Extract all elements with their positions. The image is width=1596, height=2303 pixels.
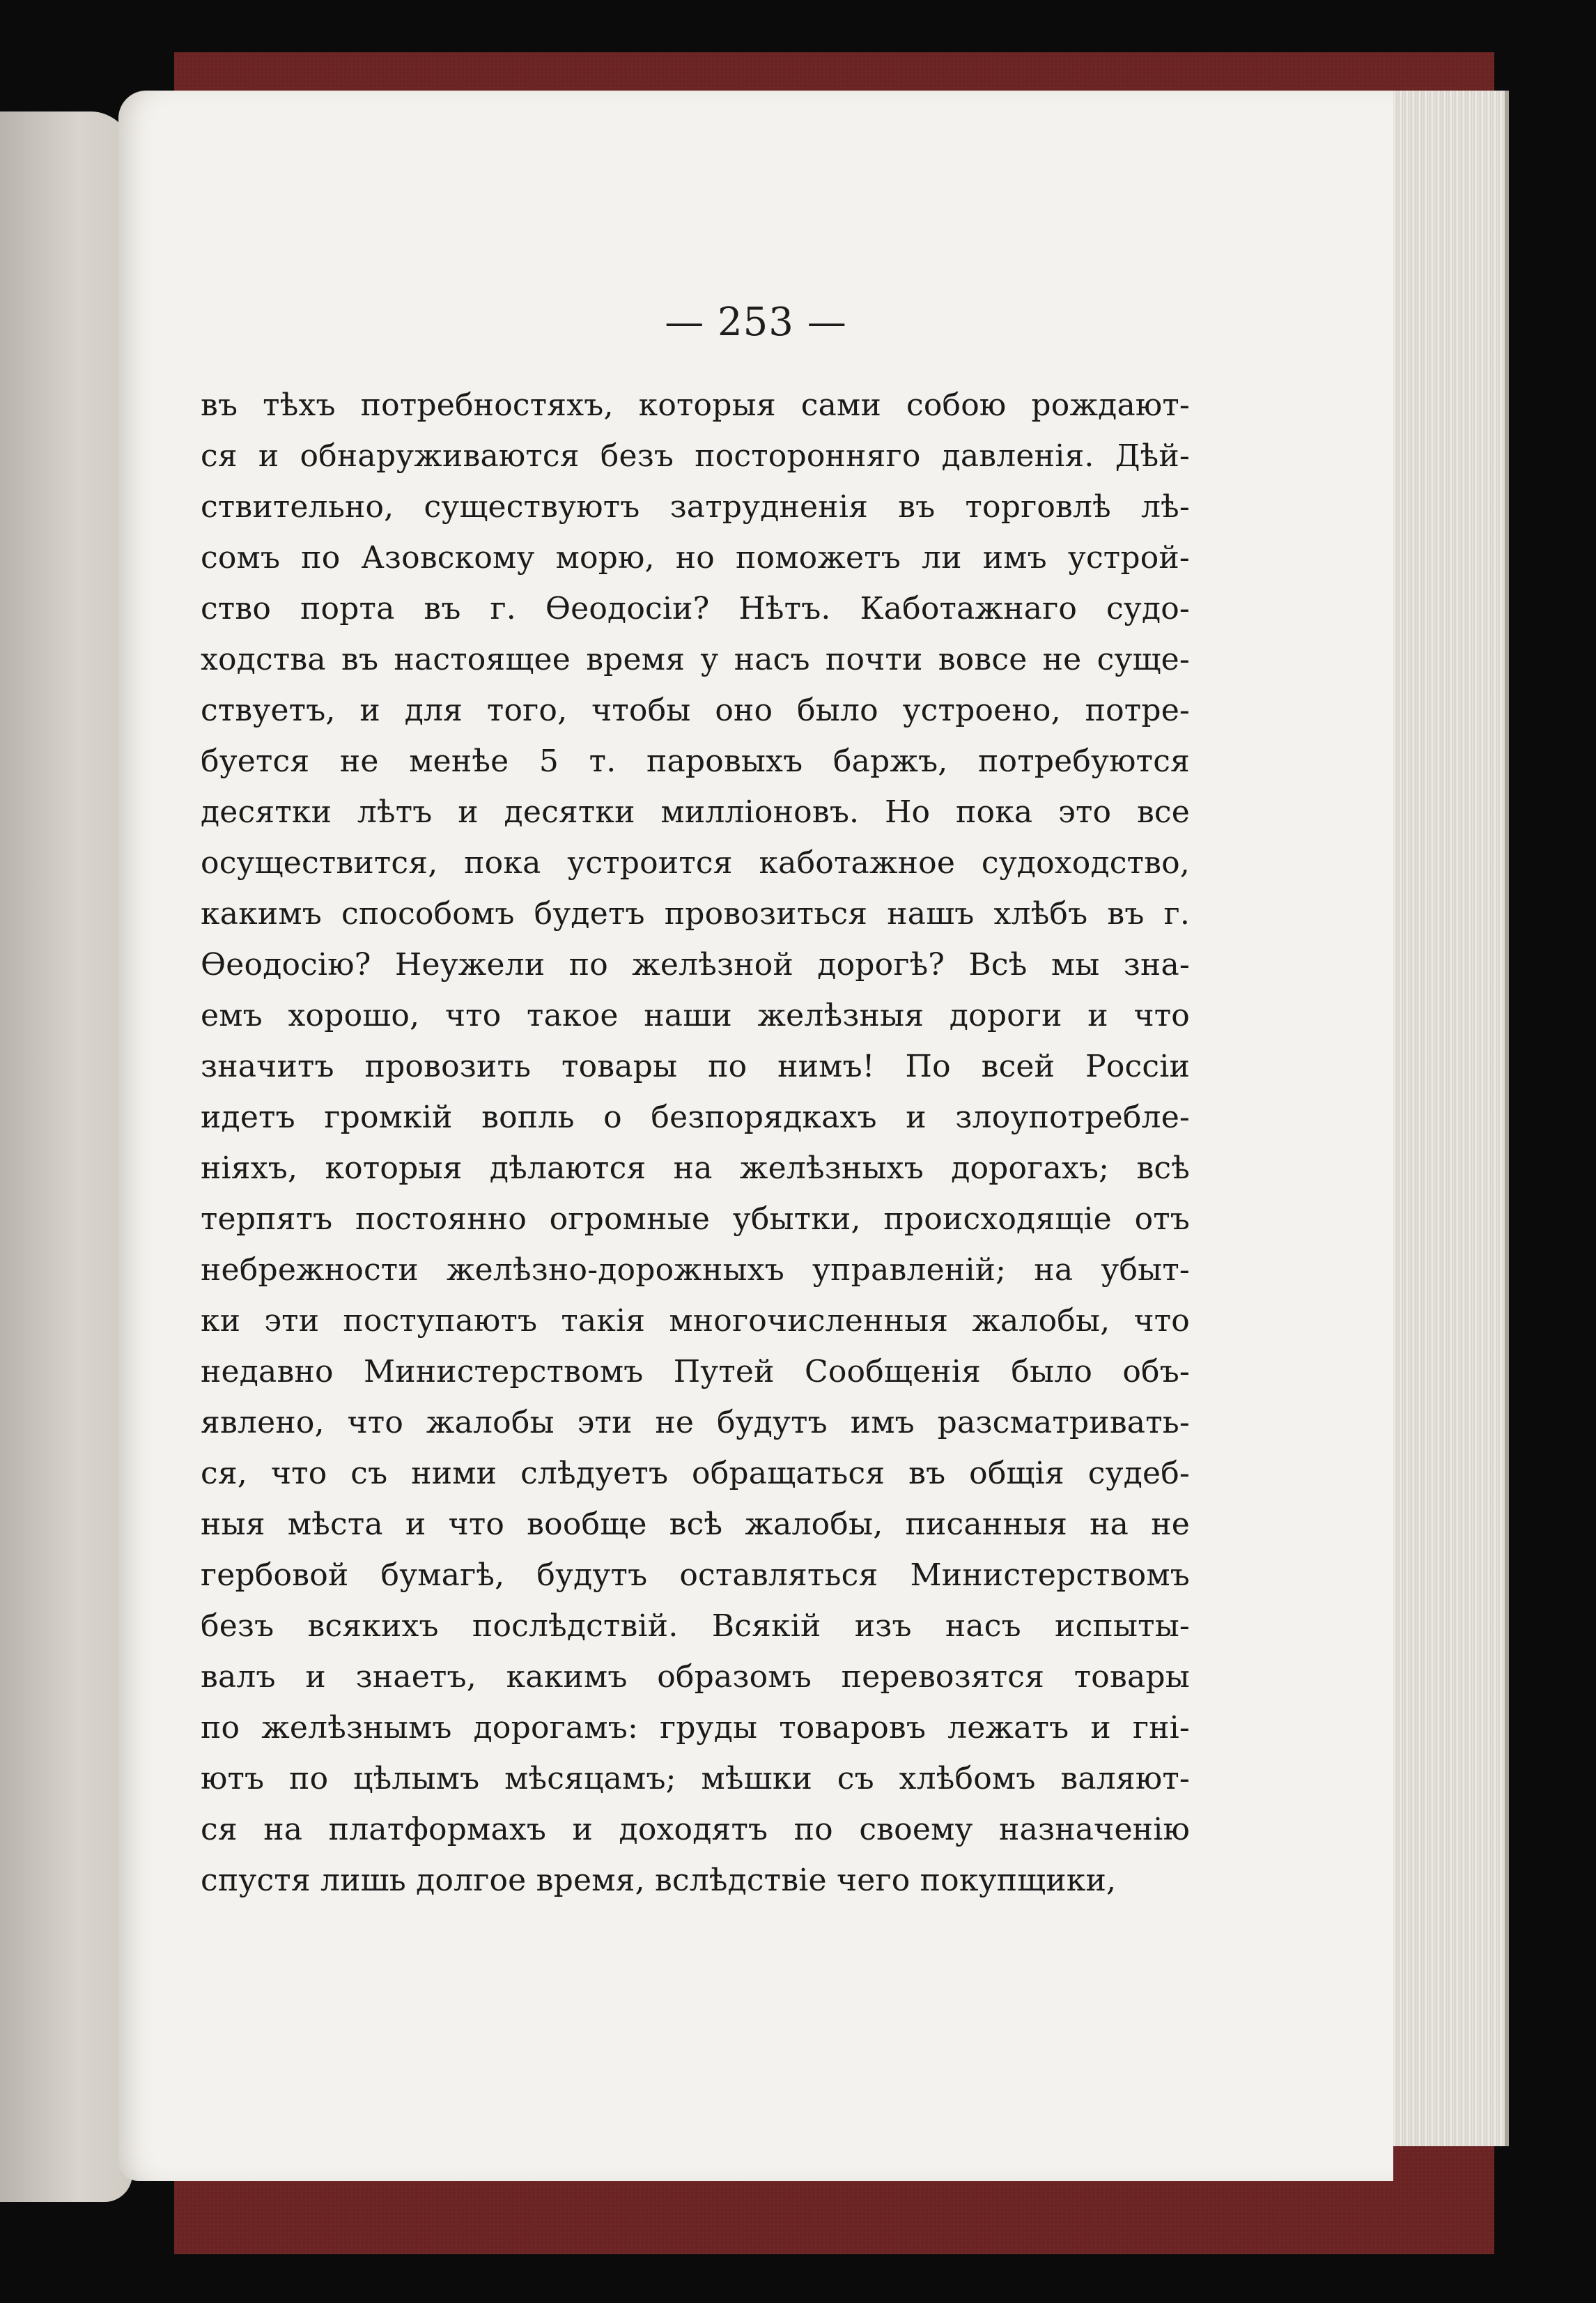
text-line: ніяхъ, которыя дѣлаются на желѣзныхъ дорогахъ; всѣ: [201, 1150, 1190, 1186]
text-line: валъ и знаетъ, какимъ образомъ перевозятся товары: [201, 1659, 1190, 1695]
text-line: спустя лишь долгое время, вслѣдствіе чего покупщики,: [201, 1863, 1117, 1898]
facing-page-edge: [0, 111, 132, 2202]
text-line: ся на платформахъ и доходятъ по своему назначенію: [201, 1812, 1190, 1847]
text-line: гербовой бумагѣ, будутъ оставляться Министерствомъ: [201, 1557, 1190, 1593]
text-line: десятки лѣтъ и десятки милліоновъ. Но пока это все: [201, 794, 1190, 830]
text-line: значитъ провозить товары по нимъ! По всей Россіи: [201, 1049, 1190, 1084]
text-line: ныя мѣста и что вообще всѣ жалобы, писанныя на не: [201, 1507, 1190, 1542]
text-line: сомъ по Азовскому морю, но поможетъ ли имъ устрой-: [201, 540, 1190, 576]
text-line: явлено, что жалобы эти не будутъ имъ разсматривать-: [201, 1405, 1190, 1440]
body-text: [201, 380, 1190, 1906]
text-line: ходства въ настоящее время у насъ почти вовсе не суще-: [201, 642, 1190, 677]
book-page: [118, 91, 1393, 2181]
text-line: ки эти поступаютъ такія многочисленныя жалобы, что: [201, 1303, 1190, 1339]
text-line: ся, что съ ними слѣдуетъ обращаться въ общія судеб-: [201, 1456, 1190, 1491]
text-line: ютъ по цѣлымъ мѣсяцамъ; мѣшки съ хлѣбомъ валяют-: [201, 1761, 1190, 1796]
text-line: ствительно, существуютъ затрудненія въ торговлѣ лѣ-: [201, 489, 1190, 525]
page-number: — 253 —: [665, 300, 847, 345]
text-line: недавно Министерствомъ Путей Сообщенія было объ-: [201, 1354, 1190, 1389]
text-line: въ тѣхъ потребностяхъ, которыя сами собою рождают-: [201, 387, 1190, 423]
text-line: идетъ громкій вопль о безпорядкахъ и злоупотребле-: [201, 1100, 1190, 1135]
text-line: емъ хорошо, что такое наши желѣзныя дороги и что: [201, 998, 1190, 1033]
text-line: буется не менѣе 5 т. паровыхъ баржъ, потребуются: [201, 744, 1190, 779]
text-line: терпятъ постоянно огромные убытки, происходящіе отъ: [201, 1201, 1190, 1237]
text-line: какимъ способомъ будетъ провозиться нашъ хлѣбъ въ г.: [201, 896, 1190, 932]
text-line: ствуетъ, и для того, чтобы оно было устроено, потре-: [201, 693, 1190, 728]
text-line: Ѳеодосію? Неужели по желѣзной дорогѣ? Всѣ мы зна-: [201, 947, 1190, 983]
text-line: небрежности желѣзно-дорожныхъ управленій; на убыт-: [201, 1252, 1190, 1288]
text-line: ство порта въ г. Ѳеодосіи? Нѣтъ. Каботажнаго судо-: [201, 591, 1190, 626]
text-line: безъ всякихъ послѣдствій. Всякій изъ насъ испыты-: [201, 1608, 1190, 1644]
text-line: осуществится, пока устроится каботажное судоходство,: [201, 845, 1190, 881]
text-line: ся и обнаруживаются безъ посторонняго давленія. Дѣй-: [201, 438, 1190, 474]
text-line: по желѣзнымъ дорогамъ: груды товаровъ лежатъ и гні-: [201, 1710, 1190, 1746]
